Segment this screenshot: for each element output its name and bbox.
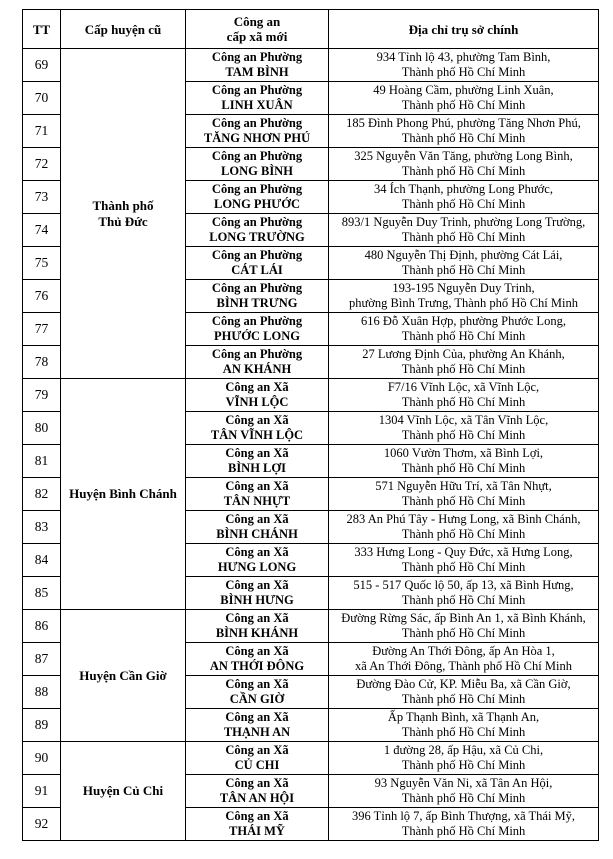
new-unit-cell [186, 610, 329, 643]
row-number: 89 [23, 709, 61, 742]
header-new-unit-line2: cấp xã mới [226, 29, 288, 44]
new-unit-prefix: Công an Xã [225, 578, 289, 592]
address-line1: 616 Đỗ Xuân Hợp, phường Phước Long, [361, 314, 566, 328]
new-unit-cell [186, 445, 329, 478]
new-unit-name: AN KHÁNH [222, 362, 292, 376]
new-unit-cell [186, 214, 329, 247]
new-unit-name: HƯNG LONG [217, 560, 297, 574]
address-line1: F7/16 Vĩnh Lộc, xã Vĩnh Lộc, [387, 380, 540, 394]
new-unit-cell [186, 808, 329, 841]
new-unit-cell [186, 478, 329, 511]
address-line1: 325 Nguyễn Văn Tăng, phường Long Bình, [354, 149, 573, 163]
new-unit-name: LONG BÌNH [221, 164, 293, 178]
new-unit-cell [186, 709, 329, 742]
row-number: 75 [23, 247, 61, 280]
row-number: 91 [23, 775, 61, 808]
address-cell [329, 49, 599, 82]
new-unit-prefix: Công an Xã [225, 413, 289, 427]
address-line2: Thành phố Hồ Chí Minh [401, 230, 526, 244]
address-line2: Thành phố Hồ Chí Minh [401, 131, 526, 145]
row-number: 90 [23, 742, 61, 775]
new-unit-cell [186, 511, 329, 544]
address-line1: 49 Hoàng Cầm, phường Linh Xuân, [373, 83, 554, 97]
new-unit-prefix: Công an Phường [211, 83, 303, 97]
address-line1: 333 Hưng Long - Quy Đức, xã Hưng Long, [354, 545, 573, 559]
new-unit-prefix: Công an Xã [225, 512, 289, 526]
new-unit-prefix: Công an Xã [225, 776, 289, 790]
new-unit-cell [186, 82, 329, 115]
new-unit-name: BÌNH CHÁNH [216, 527, 298, 541]
address-line1: 193-195 Nguyễn Duy Trinh, [392, 281, 535, 295]
new-unit-prefix: Công an Phường [211, 149, 303, 163]
row-number: 87 [23, 643, 61, 676]
address-cell [329, 280, 599, 313]
address-line1: 1304 Vĩnh Lộc, xã Tân Vĩnh Lộc, [378, 413, 549, 427]
address-line1: Đường Rừng Sác, ấp Bình An 1, xã Bình Khánh, [341, 611, 586, 625]
new-unit-name: TÂN AN HỘI [219, 791, 295, 805]
new-unit-cell [186, 346, 329, 379]
address-line2: Thành phố Hồ Chí Minh [401, 461, 526, 475]
new-unit-cell [186, 412, 329, 445]
new-unit-prefix: Công an Xã [225, 743, 289, 757]
new-unit-name: THÁI MỸ [229, 824, 285, 838]
address-cell [329, 379, 599, 412]
address-cell [329, 346, 599, 379]
table-row [23, 610, 599, 643]
row-number: 83 [23, 511, 61, 544]
row-number: 69 [23, 49, 61, 82]
address-line2: Thành phố Hồ Chí Minh [401, 692, 526, 706]
row-number: 81 [23, 445, 61, 478]
old-district-line1: Huyện Bình Chánh [69, 486, 177, 501]
new-unit-prefix: Công an Phường [211, 248, 303, 262]
new-unit-name: LINH XUÂN [221, 98, 293, 112]
address-cell [329, 247, 599, 280]
new-unit-name: BÌNH HƯNG [220, 593, 294, 607]
old-district-line2: Thủ Đức [98, 213, 148, 229]
row-number: 85 [23, 577, 61, 610]
address-line2: Thành phố Hồ Chí Minh [401, 560, 526, 574]
row-number: 74 [23, 214, 61, 247]
address-cell [329, 478, 599, 511]
new-unit-prefix: Công an Xã [225, 677, 289, 691]
new-unit-cell [186, 148, 329, 181]
address-line2: phường Bình Trưng, Thành phố Hồ Chí Minh [349, 296, 578, 310]
header-address: Địa chỉ trụ sở chính [329, 10, 599, 49]
address-line1: Đường Đào Cử, KP. Miễu Ba, xã Cần Giờ, [356, 677, 571, 691]
row-number: 80 [23, 412, 61, 445]
old-district-cell [61, 610, 186, 742]
address-line2: Thành phố Hồ Chí Minh [401, 428, 526, 442]
new-unit-name: CÁT LÁI [231, 263, 283, 277]
new-unit-cell [186, 676, 329, 709]
address-line2: Thành phố Hồ Chí Minh [401, 593, 526, 607]
old-district-cell [61, 379, 186, 610]
address-line2: Thành phố Hồ Chí Minh [401, 263, 526, 277]
new-unit-prefix: Công an Xã [225, 611, 289, 625]
address-line1: 396 Tỉnh lộ 7, ấp Bình Thượng, xã Thái Mỹ, [351, 809, 576, 823]
new-unit-cell [186, 313, 329, 346]
address-line2: Thành phố Hồ Chí Minh [401, 527, 526, 541]
new-unit-name: TĂNG NHƠN PHÚ [203, 131, 311, 145]
address-line2: Thành phố Hồ Chí Minh [401, 395, 526, 409]
address-line2: Thành phố Hồ Chí Minh [401, 329, 526, 343]
address-cell [329, 808, 599, 841]
address-line2: Thành phố Hồ Chí Minh [401, 725, 526, 739]
address-line2: Thành phố Hồ Chí Minh [401, 98, 526, 112]
new-unit-name: TAM BÌNH [225, 65, 289, 79]
new-unit-name: CẦN GIỜ [229, 692, 285, 706]
new-unit-cell [186, 247, 329, 280]
address-line1: 480 Nguyễn Thị Định, phường Cát Lái, [364, 248, 563, 262]
new-unit-cell [186, 280, 329, 313]
new-unit-prefix: Công an Phường [211, 314, 303, 328]
new-unit-cell [186, 115, 329, 148]
address-line1: 893/1 Nguyễn Duy Trinh, phường Long Trường, [341, 215, 586, 229]
police-address-document [22, 9, 598, 841]
address-line2: xã An Thới Đông, Thành phố Hồ Chí Minh [355, 659, 572, 673]
address-cell [329, 544, 599, 577]
new-unit-prefix: Công an Xã [225, 446, 289, 460]
row-number: 72 [23, 148, 61, 181]
address-line2: Thành phố Hồ Chí Minh [401, 65, 526, 79]
address-cell [329, 676, 599, 709]
new-unit-cell [186, 379, 329, 412]
address-line1: 185 Đình Phong Phú, phường Tăng Nhơn Phú, [346, 116, 581, 130]
address-line1: Ấp Thạnh Bình, xã Thạnh An, [387, 710, 540, 724]
address-cell [329, 82, 599, 115]
header-new-unit-line1: Công an [233, 14, 281, 29]
new-unit-cell [186, 577, 329, 610]
new-unit-name: CỦ CHI [234, 758, 280, 772]
address-line1: 571 Nguyễn Hữu Trí, xã Tân Nhựt, [375, 479, 552, 493]
new-unit-name: BÌNH LỢI [227, 461, 286, 475]
header-row [23, 10, 599, 49]
table-body [23, 49, 599, 841]
new-unit-name: LONG TRƯỜNG [209, 230, 305, 244]
address-line1: 27 Lương Định Của, phường An Khánh, [362, 347, 565, 361]
new-unit-prefix: Công an Phường [211, 182, 303, 196]
new-unit-prefix: Công an Phường [211, 347, 303, 361]
table-row [23, 742, 599, 775]
address-cell [329, 412, 599, 445]
address-line1: 93 Nguyễn Văn Ni, xã Tân An Hội, [374, 776, 553, 790]
address-cell [329, 313, 599, 346]
new-unit-cell [186, 544, 329, 577]
table-row [23, 49, 599, 82]
new-unit-prefix: Công an Xã [225, 809, 289, 823]
table-row [23, 379, 599, 412]
header-new-unit [186, 10, 329, 49]
address-line2: Thành phố Hồ Chí Minh [401, 362, 526, 376]
row-number: 84 [23, 544, 61, 577]
new-unit-cell [186, 643, 329, 676]
new-unit-cell [186, 49, 329, 82]
row-number: 92 [23, 808, 61, 841]
new-unit-prefix: Công an Phường [211, 116, 303, 130]
address-cell [329, 577, 599, 610]
new-unit-prefix: Công an Xã [225, 644, 289, 658]
address-cell [329, 214, 599, 247]
new-unit-prefix: Công an Phường [211, 281, 303, 295]
address-line1: 1060 Vườn Thơm, xã Bình Lợi, [383, 446, 544, 460]
header-tt: TT [23, 10, 61, 49]
row-number: 86 [23, 610, 61, 643]
new-unit-name: BÌNH KHÁNH [215, 626, 299, 640]
new-unit-name: PHƯỚC LONG [214, 329, 300, 343]
new-unit-cell [186, 181, 329, 214]
new-unit-cell [186, 775, 329, 808]
address-line2: Thành phố Hồ Chí Minh [401, 791, 526, 805]
row-number: 70 [23, 82, 61, 115]
new-unit-name: TÂN VĨNH LỘC [210, 428, 304, 442]
new-unit-prefix: Công an Xã [225, 479, 289, 493]
row-number: 77 [23, 313, 61, 346]
police-address-table [22, 9, 599, 841]
address-cell [329, 610, 599, 643]
address-cell [329, 709, 599, 742]
new-unit-name: AN THỚI ĐÔNG [209, 659, 305, 673]
row-number: 78 [23, 346, 61, 379]
address-line2: Thành phố Hồ Chí Minh [401, 494, 526, 508]
new-unit-name: TÂN NHỰT [223, 494, 291, 508]
old-district-line1: Huyện Củ Chi [82, 783, 164, 798]
address-line2: Thành phố Hồ Chí Minh [401, 824, 526, 838]
address-cell [329, 742, 599, 775]
row-number: 71 [23, 115, 61, 148]
new-unit-prefix: Công an Xã [225, 380, 289, 394]
address-line1: 1 đường 28, ấp Hậu, xã Củ Chi, [383, 743, 544, 757]
address-cell [329, 445, 599, 478]
old-district-line1: Thành phố [92, 197, 154, 213]
new-unit-name: LONG PHƯỚC [214, 197, 300, 211]
old-district-cell [61, 49, 186, 379]
row-number: 73 [23, 181, 61, 214]
address-line2: Thành phố Hồ Chí Minh [401, 758, 526, 772]
address-line1: Đường An Thới Đông, ấp An Hòa 1, [372, 644, 555, 658]
address-cell [329, 181, 599, 214]
address-line1: 515 - 517 Quốc lộ 50, ấp 13, xã Bình Hưng, [353, 578, 574, 592]
row-number: 88 [23, 676, 61, 709]
old-district-cell [61, 742, 186, 841]
new-unit-cell [186, 742, 329, 775]
address-line1: 283 An Phú Tây - Hưng Long, xã Bình Chánh, [346, 512, 581, 526]
new-unit-prefix: Công an Phường [211, 50, 303, 64]
new-unit-name: BÌNH TRƯNG [216, 296, 298, 310]
address-line1: 934 Tỉnh lộ 43, phường Tam Bình, [376, 50, 551, 64]
row-number: 82 [23, 478, 61, 511]
address-cell [329, 643, 599, 676]
new-unit-prefix: Công an Phường [211, 215, 303, 229]
new-unit-name: THẠNH AN [223, 725, 291, 739]
new-unit-name: VĨNH LỘC [225, 395, 289, 409]
address-cell [329, 148, 599, 181]
address-cell [329, 115, 599, 148]
address-line2: Thành phố Hồ Chí Minh [401, 164, 526, 178]
header-old-district: Cấp huyện cũ [61, 10, 186, 49]
new-unit-prefix: Công an Xã [225, 710, 289, 724]
address-cell [329, 775, 599, 808]
address-line2: Thành phố Hồ Chí Minh [401, 626, 526, 640]
new-unit-prefix: Công an Xã [225, 545, 289, 559]
old-district-line1: Huyện Cần Giờ [79, 667, 167, 683]
row-number: 79 [23, 379, 61, 412]
address-cell [329, 511, 599, 544]
address-line2: Thành phố Hồ Chí Minh [401, 197, 526, 211]
row-number: 76 [23, 280, 61, 313]
address-line1: 34 Ích Thạnh, phường Long Phước, [374, 182, 553, 196]
